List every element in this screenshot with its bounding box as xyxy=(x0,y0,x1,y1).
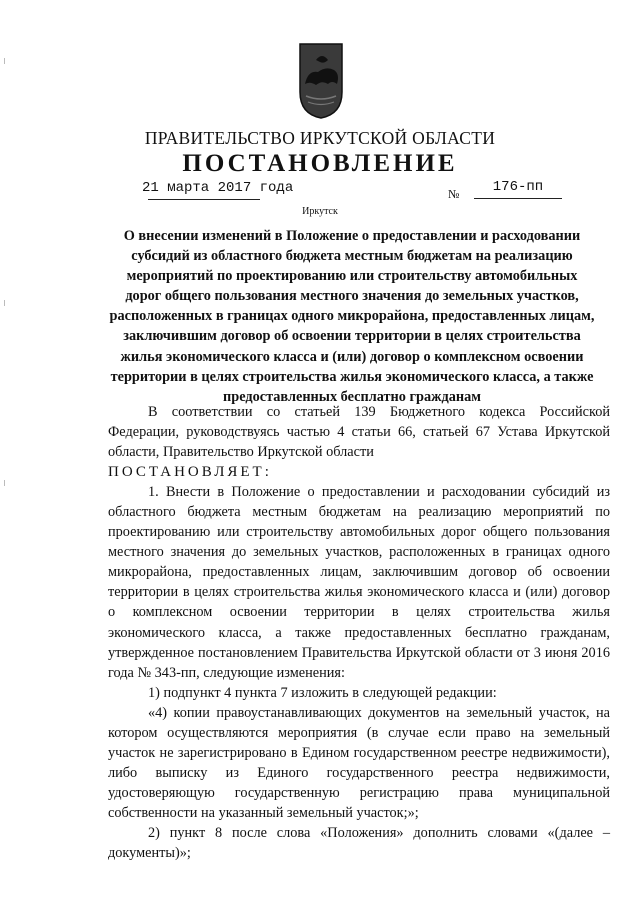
scan-margin-mark xyxy=(4,300,5,306)
coat-of-arms-icon xyxy=(296,40,346,120)
government-name: ПРАВИТЕЛЬСТВО ИРКУТСКОЙ ОБЛАСТИ xyxy=(144,128,496,148)
document-date: 21 марта 2017 года xyxy=(142,180,294,196)
document-heading: О внесении изменений в Положение о предоставлении и расходовании субсидий из областного бюджета местным бюджетам на реализацию мероприятий по проектированию или строительству автомобильных дорог общего пользования местного значения до земельных участков, расположенных в границах одного микрорайона, предоставленных лицам, заключившим договор об освоении территории в целях строительства жилья экономического класса и (или) договор о комплексном освоении территории в целях строительства жилья экономического класса, а также предоставленных бесплатно гражданам xyxy=(109,228,595,405)
document-number: 176-пп xyxy=(492,179,544,195)
decree-word: ПОСТАНОВЛЯЕТ: xyxy=(108,464,272,481)
subitem-2-paragraph: 2) пункт 8 после слова «Положения» дополнить словами «(далее – документы)»; xyxy=(108,824,610,862)
subitem-1-paragraph: 1) подпункт 4 пункта 7 изложить в следующей редакции: xyxy=(148,684,497,701)
scan-margin-mark xyxy=(4,480,5,486)
city-name: Иркутск xyxy=(302,206,338,217)
intro-paragraph: В соответствии со статьей 139 Бюджетного кодекса Российской Федерации, руководствуясь частью 4 статьи 66, статьей 67 Устава Иркутской области, Правительство Иркутской области xyxy=(108,404,610,461)
number-underline xyxy=(474,198,562,199)
scan-margin-mark xyxy=(4,58,5,64)
number-sign: № xyxy=(448,187,460,201)
quote-paragraph: «4) копии правоустанавливающих документов на земельный участок, на котором осуществляются мероприятия (в случае если право на земельный участок не зарегистрировано в Едином государственном реестре недвижимости), либо выписку из Единого государственного реестра недвижимости, удостоверяющую государственную регистрацию права муниципальной собственности на указанный земельный участок;»; xyxy=(108,704,610,821)
item-1-paragraph: 1. Внести в Положение о предоставлении и расходовании субсидий из областного бюджета местным бюджетам на реализацию мероприятий по проектированию или строительству автомобильных дорог общего пользования местного значения до земельных участков, расположенных в границах одного микрорайона, предоставленных лицам, заключившим договор об освоении территории в целях строительства жилья экономического класса и (или) договор о комплексном освоении территории в целях строительства жилья экономического класса, а также предоставленных бесплатно гражданам, утвержденное постановлением Правительства Иркутской области от 3 июня 2016 года № 343-пп, следующие изменения: xyxy=(108,484,610,681)
document-type-title: ПОСТАНОВЛЕНИЕ xyxy=(182,150,458,177)
document-body xyxy=(108,402,610,863)
date-underline xyxy=(148,199,260,200)
